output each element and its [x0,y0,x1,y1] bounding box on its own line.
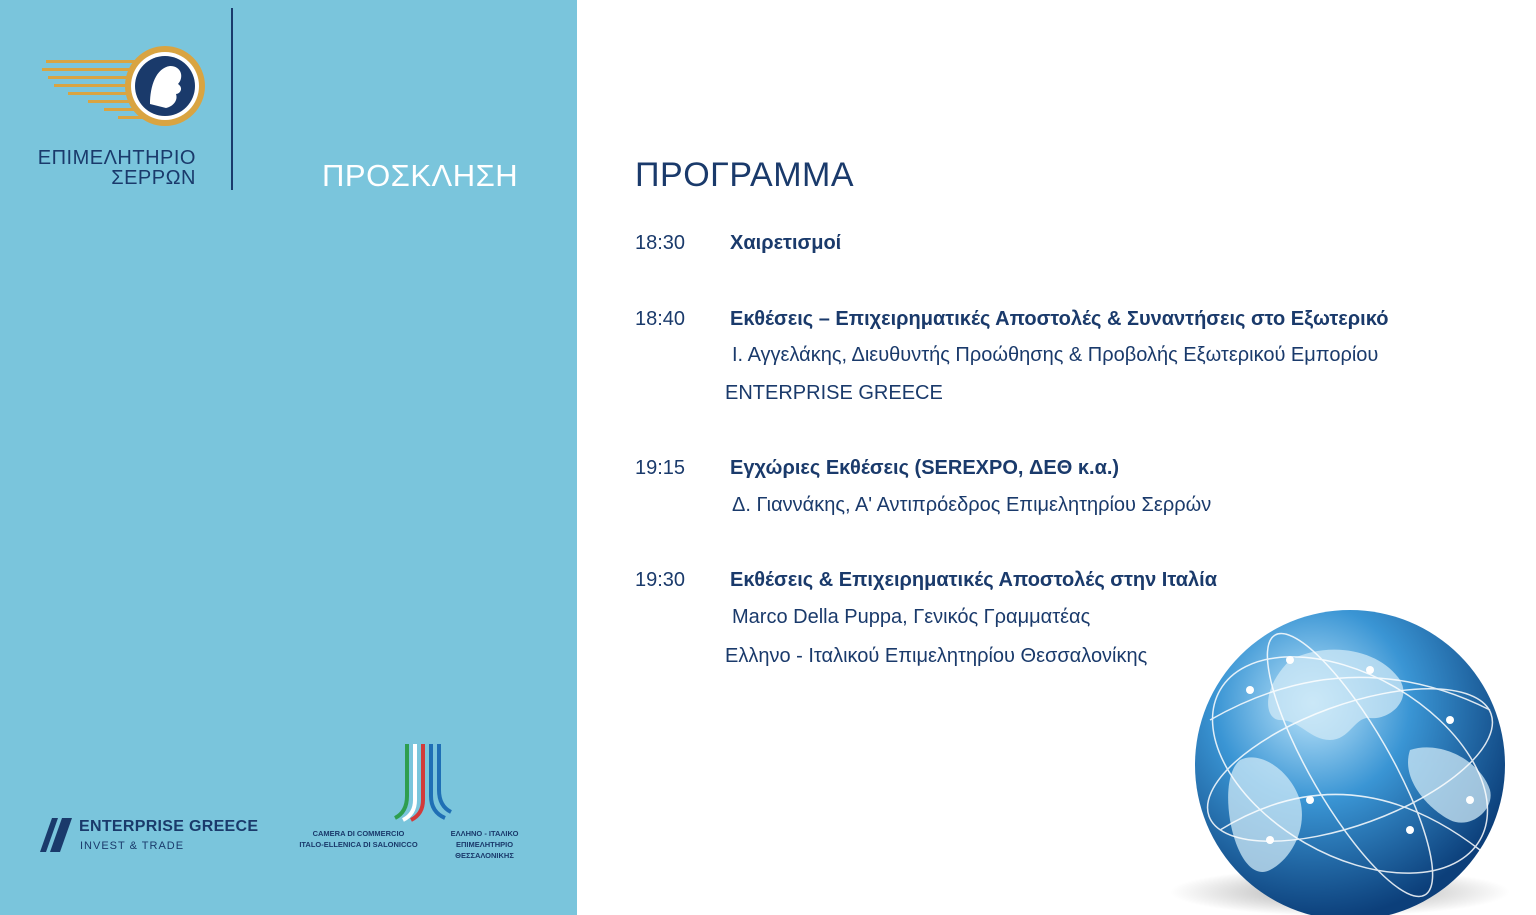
program-time: 19:30 [635,569,686,591]
camera-gr-line2: ΕΠΙΜΕΛΗΤΗΡΙΟ ΘΕΣΣΑΛΟΝΙΚΗΣ [455,840,514,860]
program-heading: Εγχώριες Εκθέσεις (SEREXPO, ΔΕΘ κ.α.) [730,457,1120,479]
invitation-title: ΠΡΟΣΚΛΗΣΗ [322,158,519,193]
enterprise-greece-logo-icon [40,818,72,852]
camera-it-line1: CAMERA DI COMMERCIO [312,829,405,838]
program-organization: ENTERPRISE GREECE [725,382,943,404]
invitation-panel [0,0,577,915]
enterprise-greece-tagline: INVEST & TRADE [80,840,185,852]
program-title: ΠΡΟΓΡΑΜΜΑ [635,156,855,194]
program-time: 18:40 [635,308,686,330]
chamber-logo [38,38,210,138]
chamber-name [30,148,196,188]
program-speaker: Marco Della Puppa, Γενικός Γραμματέας [732,606,1091,628]
program-heading: Εκθέσεις – Επιχειρηματικές Αποστολές & Συναντήσεις στο Εξωτερικό [730,308,1389,330]
globe-icon [1150,600,1536,915]
chamber-name-line1: ΕΠΙΜΕΛΗΤΗΡΙΟ [37,147,196,169]
camera-commercio-logo-icon [385,740,455,822]
program-organization: Ελληνο - Ιταλικού Επιμελητηρίου Θεσσαλονίκης [725,645,1148,667]
enterprise-greece-name: ENTERPRISE GREECE [79,818,259,835]
camera-gr-line1: ΕΛΛΗΝΟ - ΙΤΑΛΙΚΟ [450,829,519,838]
logo-divider [231,8,233,190]
program-time: 19:15 [635,457,686,479]
program-speaker: Δ. Γιαννάκης, Α' Αντιπρόεδρος Επιμελητηρίου Σερρών [732,494,1212,516]
program-heading: Χαιρετισμοί [730,232,842,254]
chamber-name-line2: ΣΕΡΡΩΝ [111,167,196,189]
program-heading: Εκθέσεις & Επιχειρηματικές Αποστολές στην Ιταλία [730,569,1217,591]
camera-italian-name [297,828,420,850]
program-speaker: Ι. Αγγελάκης, Διευθυντής Προώθησης & Προβολής Εξωτερικού Εμπορίου [732,344,1379,366]
program-time: 18:30 [635,232,686,254]
camera-greek-name [426,828,543,861]
camera-it-line2: ITALO-ELLENICA DI SALONICCO [299,840,418,849]
